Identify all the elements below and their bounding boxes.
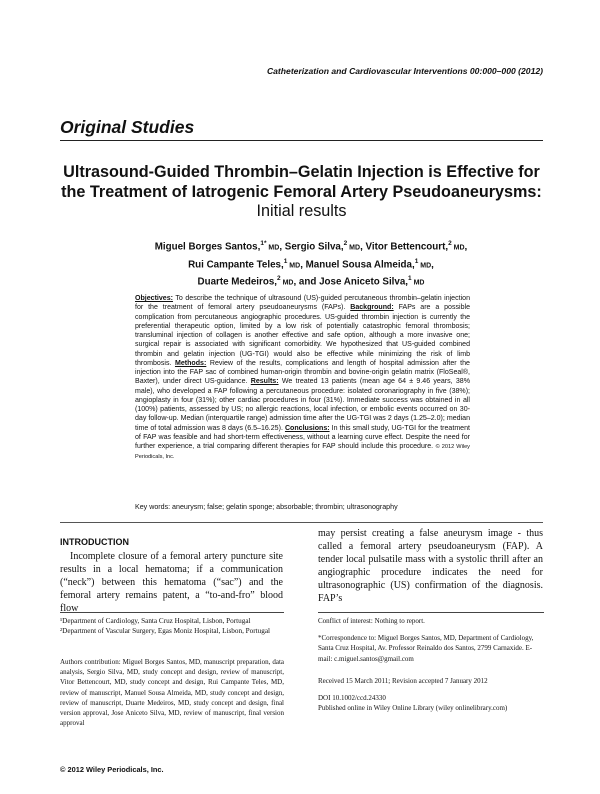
affiliation-1: ¹Department of Cardiology, Santa Cruz Hospital, Lisbon, Portugal: [60, 617, 251, 625]
author-degree: MD: [347, 244, 361, 252]
author-degree: MD: [451, 244, 465, 252]
section-title: Original Studies: [60, 117, 195, 137]
author-degree: MD: [287, 261, 301, 269]
title-main: Ultrasound-Guided Thrombin–Gelatin Injection is Effective for the Treatment of Iatrogenic Femoral Artery Pseudoaneurysms:: [61, 163, 542, 201]
published-online: Published online in Wiley Online Library (wiley onlinelibrary.com): [318, 704, 508, 712]
author-separator: ,: [431, 258, 434, 270]
objectives-label: Objectives:: [135, 295, 173, 302]
keywords-rule: [60, 522, 543, 523]
author-degree: MD: [280, 279, 294, 287]
author-affiliation-mark: 2: [448, 240, 452, 247]
author-1: Miguel Borges Santos,: [154, 241, 261, 253]
author-degree: MD: [418, 261, 432, 269]
section-rule: [60, 140, 543, 141]
intro-right-column: may persist creating a false aneurysm image - thus called a femoral artery pseudoaneurysm (FAP). A tender local pulsatile mass with a systolic thrill after an angiographic procedure indicates the need for ultrasonographic (US) confirmation of the diagnosis. FAP’s: [318, 528, 543, 605]
journal-citation: Catheterization and Cardiovascular Interventions 00:000–000 (2012): [266, 66, 543, 76]
author-4: Rui Campante Teles,: [188, 258, 284, 270]
results-text: We treated 13 patients (mean age 64 ± 9.46 years, 38% male), who developed a FAP following a percutaneous procedure: isolated coronariography in five (38%); angioplasty in four (31%); other cardiac procedures in four (31%). Immediate success was obtained in all (100%) patients, assessed by US; no allergic reactions, local infection, or embolic events occurred on 30-day follow-up. Median (interquartile range) admission time after the UG-TGI was 2 days (1.25–2.0); median time of total admission was 8 days (6.5–16.25).: [135, 378, 470, 432]
author-affiliation-mark: 1: [414, 257, 419, 265]
background-label: Background:: [350, 304, 394, 312]
background-text: FAPs are a possible complication from percutaneous angiographic procedures. US-guided thrombin injection is currently the preferential therapeutic option, limited by a low risk of potentially catastrophic femoral thrombosis; transluminal injection of collagen is another effective and safe option, although a more invasive one; surgical repair is associated with significant comorbidity. We hypothesized that US-guided combined thrombin and gelatin injection (UG-TGI) would also be effective while minimizing the risk of limb thrombosis.: [135, 304, 470, 367]
author-6: Duarte Medeiros,: [197, 276, 278, 288]
methods-text: Review of the results, complications and length of hospital admission after the injection into the FAP sac of combined human-origin thrombin and bovine-origin gelatin matrix (FloSeal®, Baxter), under direct US-guidance.: [135, 359, 470, 386]
abstract: [135, 294, 470, 463]
left-footnote-rule: [60, 612, 284, 613]
author-degree: MD: [411, 279, 425, 287]
title-subtitle: Initial results: [256, 202, 347, 220]
results-label: Results:: [250, 378, 279, 386]
author-affiliation-mark: 1: [283, 257, 288, 265]
article-title: [60, 163, 543, 222]
objectives-text: To describe the technique of ultrasound (US)-guided percutaneous thrombin–gelatin injection for the treatment of femoral artery pseudoaneurysms (FAPs).: [135, 295, 470, 312]
author-affiliation-mark: 1*: [260, 240, 267, 247]
author-list: [140, 237, 482, 290]
correspondence: *Correspondence to: Miguel Borges Santos, MD, Department of Cardiology, Santa Cruz Hospital, Av. Professor Reinaldo dos Santos, 2799 Carnaxide. E-mail: c.miguel.santos@gmail.com: [318, 634, 534, 663]
received-dates: Received 15 March 2011; Revision accepted 7 January 2012: [318, 677, 488, 685]
affiliations: [60, 617, 284, 636]
author-separator: ,: [464, 241, 468, 253]
author-degree: MD: [266, 244, 280, 252]
right-footnote-rule: [318, 612, 544, 613]
author-separator: ,: [300, 258, 306, 270]
author-affiliation-mark: 2: [277, 275, 281, 283]
author-affiliation-mark: 1: [408, 275, 412, 283]
author-separator: ,: [279, 241, 285, 253]
keywords: Key words: aneurysm; false; gelatin sponge; absorbable; thrombin; ultrasonography: [135, 503, 398, 511]
doi: DOI 10.1002/ccd.24330: [318, 694, 386, 702]
author-3: Vitor Bettencourt,: [365, 241, 449, 253]
author-separator: , and: [293, 276, 320, 288]
conclusions-label: Conclusions:: [284, 424, 330, 432]
author-2: Sergio Silva,: [284, 241, 344, 253]
conflict-statement: Conflict of interest: Nothing to report.: [318, 617, 425, 625]
author-separator: ,: [360, 241, 366, 253]
author-contributions: Authors contribution: Miguel Borges Santos, MD, manuscript preparation, data analysis, Sergio Silva, MD, study concept and design, review of manuscript, Vitor Bettencourt, MD, study concept and design, Rui Campante Teles, MD, review of manuscript, Manuel Sousa Almeida, MD, study concept and design, review of manuscript, Duarte Medeiros, MD, study concept and design, final version approval, Jose Aniceto Silva, MD, review of manuscript, final version approval: [60, 658, 284, 728]
author-7: Jose Aniceto Silva,: [319, 276, 409, 288]
methods-label: Methods:: [174, 359, 207, 367]
footer-copyright: © 2012 Wiley Periodicals, Inc.: [60, 765, 164, 774]
author-5: Manuel Sousa Almeida,: [305, 258, 415, 270]
conclusions-text: In this small study, UG-TGI for the treatment of FAP was feasible and had short-term effectiveness, without a learning curve effect. Despite the need for further experience, a trial comparing different therapies for FAP should include this procedure.: [135, 424, 470, 450]
affiliation-2: ²Department of Vascular Surgery, Egas Moniz Hospital, Lisbon, Portugal: [60, 626, 271, 635]
author-affiliation-mark: 2: [343, 240, 348, 247]
abstract-copyright: © 2012 Wiley Periodicals, Inc.: [135, 444, 470, 461]
introduction-heading: INTRODUCTION: [60, 537, 129, 547]
intro-left-column: Incomplete closure of a femoral artery puncture site results in a local hematoma; if a communication (“neck”) between this hematoma (“sac”) and the femoral artery remains patent, a “to-and-fro” blood flow: [60, 551, 283, 615]
